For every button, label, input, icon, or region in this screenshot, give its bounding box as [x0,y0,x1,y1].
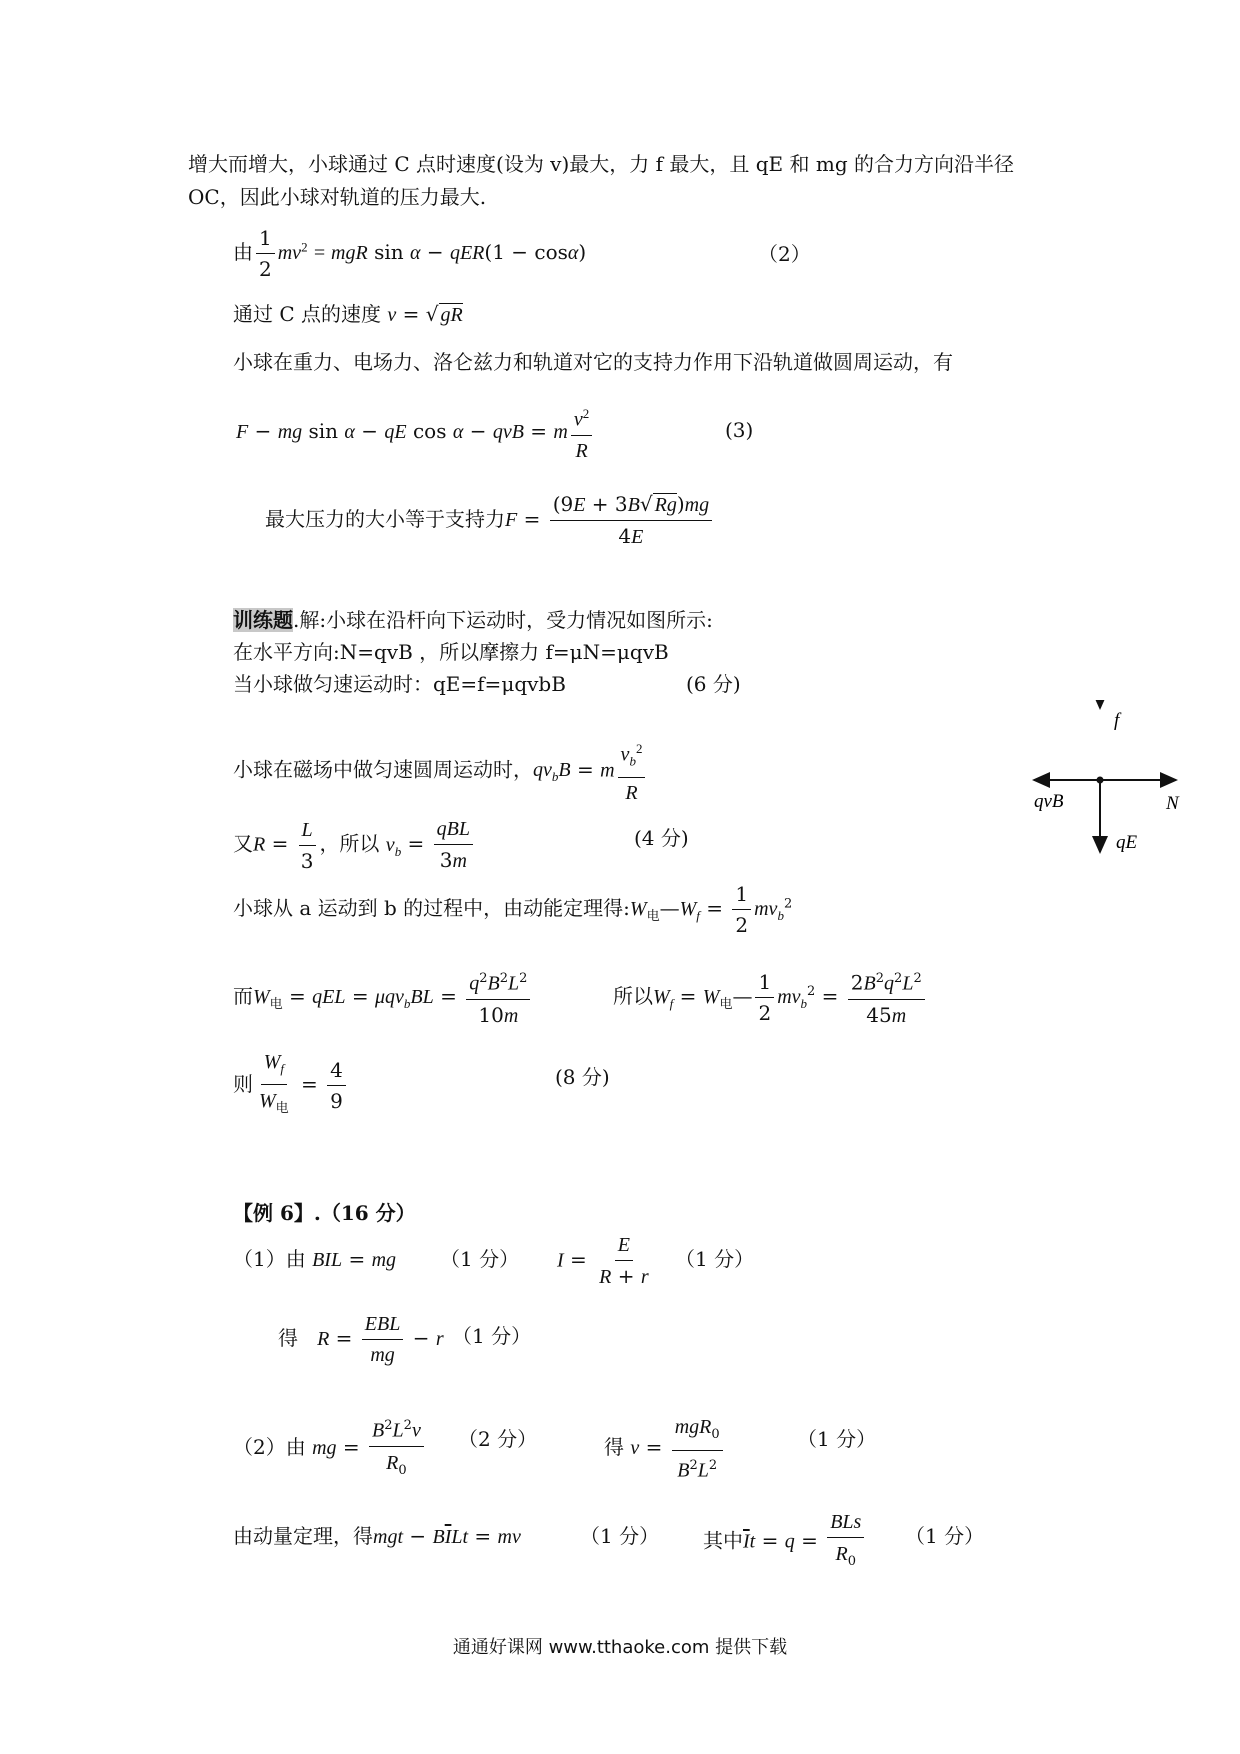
training-horizontal: 在水平方向:N=qvB ，所以摩擦力 f=μN=μqvB [233,640,669,664]
example6-de: 得 [278,1326,298,1350]
max-pressure-text: 最大压力的大小等于支持力 [265,507,505,531]
example6-score-1f: （1 分） [905,1524,985,1548]
equation-3: F − mg sin α − qE cos α − qvB = m $\frac{v^2}{R}$ [236,400,595,465]
example6-part2-lead: （2）由 [233,1434,306,1459]
equation-2: 由 $\frac{1}{2}$ $mv^2$ = mgR sin α − qER(1 − cosα) [233,226,587,281]
example6-current: I = $\frac{E}{R + r}$ [557,1231,655,1291]
training-so-wf-text: 所以 [613,983,653,1008]
eq2-tag: （2） [758,242,811,266]
training-kinetic-text: 小球从 a 运动到 b 的过程中，由动能定理得: [233,896,630,920]
intro-line-1: 增大而增大，小球通过 C 点时速度(设为 v)最大，力 f 最大，且 qE 和 mg 的合力方向沿半径 [188,152,1014,176]
example6-where-text: 其中 [703,1528,743,1553]
training-uniform: 当小球做匀速运动时：qE=f=μqvbB [233,672,566,696]
speed-at-c: 通过 C 点的速度 v = √ gR [233,302,463,326]
example6-part2: （2）由 mg = $\frac{B^2L^2v}{R_0}$ [233,1412,427,1485]
training-ratio: 则 $\frac{W_f}{W_电}$ = $\frac{4}{9}$ [233,1048,349,1123]
example6-score-1b: （1 分） [675,1247,755,1271]
training-then-text: 则 [233,1072,253,1096]
force-label-qe: qE [1116,832,1138,853]
eq3-tag: (3) [725,418,754,442]
force-label-n: N [1166,793,1179,814]
example6-resistance: 得 R = $\frac{\text{EBL}}{mg}$ − r [278,1310,444,1369]
force-label-qvb: qvB [1034,791,1064,812]
example6-score-1e: （1 分） [580,1524,660,1548]
training-label: 训练题 [233,608,293,632]
example6-score-1d: （1 分） [797,1427,877,1451]
example6-de2: 得 [604,1434,624,1459]
example6-part1-lead: （1）由 [233,1247,306,1271]
speed-c-text: 通过 C 点的速度 [233,302,382,326]
training-circular: 小球在磁场中做匀速圆周运动时，$qv_bB = m$ $\frac{v_b^2}{R}$ [233,735,648,807]
training-work: 而$W_电$ = qEL = μqv$_b$BL = $\frac{q^2B^2L^2}{10m}$ [233,965,533,1030]
intro-line-2: OC，因此小球对轨道的压力最大. [188,185,487,209]
training-intro-text: .解:小球在沿杆向下运动时，受力情况如图所示: [293,608,713,632]
training-also-text: 又 [233,831,253,856]
example6-score-1c: （1 分） [452,1324,532,1348]
example6-score-1a: （1 分） [440,1247,520,1271]
force-center-dot [1097,777,1104,784]
circular-motion-text: 小球在重力、电场力、洛仑兹力和轨道对它的支持力作用下沿轨道做圆周运动，有 [233,350,953,374]
example6-velocity: 得 v = $\frac{mgR_0}{B^2L^2}$ [604,1412,726,1485]
force-label-f: f [1114,710,1120,731]
training-score-6: (6 分) [686,672,741,696]
example6-momentum: 由动量定理，得mgt − $B\overline{I}Lt$ = mv [233,1524,521,1548]
force-diagram [1030,700,1190,870]
example6-charge: 其中$\overline{I}t = q$ = $\frac{\text{BLs}}{R_0}$ [703,1508,867,1576]
training-score-4: (4 分) [634,826,689,850]
training-radius: 又R = $\frac{L}{3}$ ，所以 $v_b$ = $\frac{\text{qBL}}{3m}$ [233,815,476,875]
max-pressure: 最大压力的大小等于支持力F = $\frac{(9E + 3B√ Rg)mg}{4E}$ [265,490,715,551]
training-and-text: 而 [233,983,253,1008]
training-so-text: ，所以 [319,831,380,856]
page-footer: 通通好课网 www.tthaoke.com 提供下载 [452,1637,788,1658]
training-score-8: (8 分) [555,1065,610,1089]
example6-score-2: （2 分） [458,1427,538,1451]
training-intro [233,606,713,634]
training-circular-text: 小球在磁场中做匀速圆周运动时， [233,757,533,782]
training-work-f: 所以$W_f$ = $W_电—$ $\frac{1}{2}$ $mv_b^2$ = $\frac{2B^2q^2L^2}{45m}$ [613,965,928,1030]
example6-title: 【例 6】.（16 分） [233,1201,416,1225]
training-kinetic: 小球从 a 运动到 b 的过程中，由动能定理得$:W_电—W_f$ = $\frac{1}{2}$ $mv_b^2$ [233,882,793,937]
eq2-lead: 由 [233,240,253,264]
example6-momentum-text: 由动量定理，得 [233,1524,373,1548]
example6-part1: （1）由 BIL = mg [233,1247,397,1271]
